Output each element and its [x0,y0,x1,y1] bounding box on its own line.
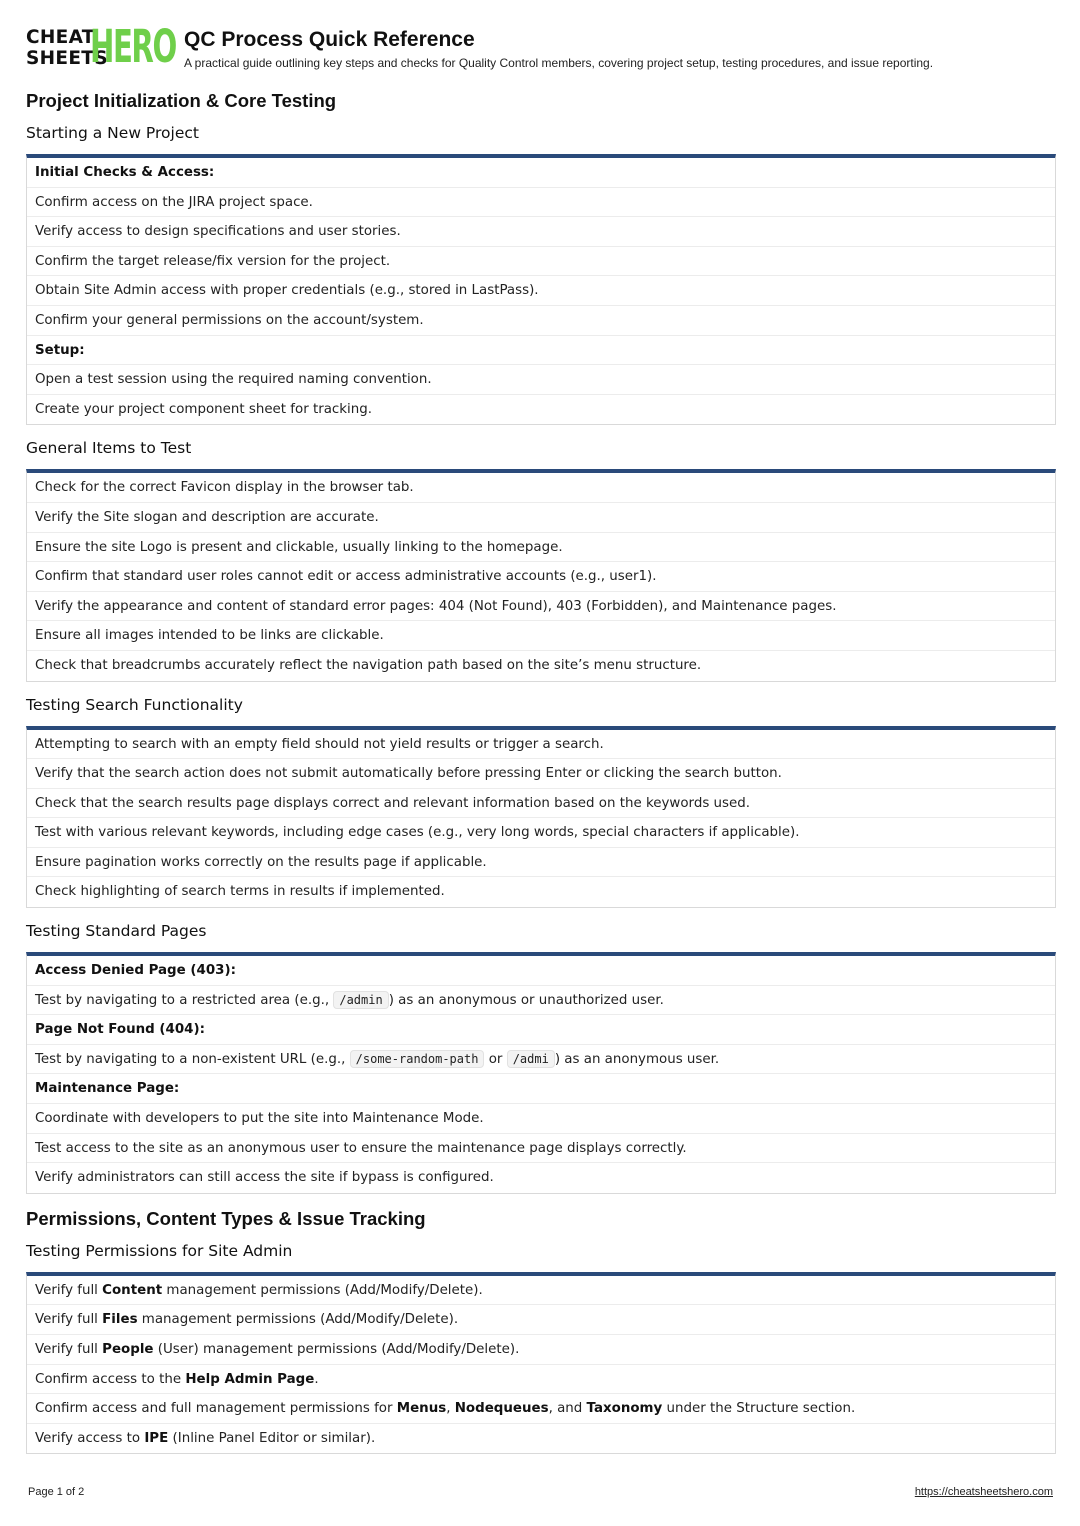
checklist-group-heading [27,1074,1055,1104]
emphasis-text: Taxonomy [586,1401,663,1417]
item-text: management permissions (Add/Modify/Delete). [137,1312,459,1328]
item-text: management permissions (Add/Modify/Delete). [162,1282,483,1298]
checklist-item [27,365,1055,395]
card-title: Starting a New Project [26,124,199,142]
item-text: Ensure pagination works correctly on the results page if applicable. [35,854,487,870]
item-text: Verify access to [35,1430,145,1446]
checklist-group-heading [27,1015,1055,1045]
item-text: . [314,1371,319,1387]
card-title: Testing Permissions for Site Admin [26,1241,293,1260]
item-text: Ensure all images intended to be links are clickable. [35,628,384,644]
item-text: Test by navigating to a non-existent URL (e.g., [35,1051,350,1067]
item-text: Test with various relevant keywords, including edge cases (e.g., very long words, special characters if applicable). [35,825,800,841]
checklist-item [27,188,1055,218]
item-text: ) as an anonymous user. [554,1051,720,1067]
checklist-item [27,306,1055,336]
card-title: General Items to Test [26,439,192,458]
section-title: Permissions, Content Types & Issue Tracking [26,1207,426,1229]
item-text: Check that the search results page displays correct and relevant information based on the keywords used. [35,795,751,811]
emphasis-text: IPE [144,1430,169,1446]
document-content [26,88,1056,1466]
checklist-item [27,1394,1055,1424]
page-number: Page 1 of 2 [28,1486,85,1498]
checklist-item [27,533,1055,563]
section-title: Project Initialization & Core Testing [26,90,337,111]
item-text: Maintenance Page: [35,1081,180,1097]
checklist-card [26,952,1056,1194]
checklist-item [27,1134,1055,1164]
item-text: (User) management permissions (Add/Modify/Delete). [153,1342,520,1357]
item-text: Access Denied Page (403): [35,963,236,979]
checklist-group-heading [27,956,1055,986]
item-text: Test by navigating to a restricted area (e.g., [35,992,334,1008]
inline-code: /admi [507,1050,555,1068]
item-text: Verify full [35,1282,103,1298]
item-text: Verify the appearance and content of standard error pages: 404 (Not Found), 403 (Forbidden), and Maintenance pages. [35,598,837,614]
item-text: Obtain Site Admin access with proper credentials (e.g., stored in LastPass). [35,283,539,299]
item-text: Confirm access to the [35,1371,186,1387]
checklist-item [27,503,1055,533]
item-text: Open a test session using the required naming convention. [35,372,432,388]
checklist-item [27,395,1055,425]
item-text: Verify full [35,1312,103,1328]
item-text: Attempting to search with an empty field should not yield results or trigger a search. [35,736,604,752]
item-text: Verify the Site slogan and description are accurate. [35,509,379,525]
emphasis-text: Help Admin Page [185,1371,315,1387]
checklist-item [27,1365,1055,1395]
page-header [26,20,1056,76]
checklist-item [27,592,1055,622]
checklist-card [26,726,1056,909]
checklist-item [27,818,1055,848]
item-text: Initial Checks & Access: [35,165,215,180]
emphasis-text: People [102,1342,154,1357]
item-text: or [484,1051,507,1067]
page-footer [26,1486,1053,1502]
checklist-item [27,562,1055,592]
item-text: Verify that the search action does not submit automatically before pressing Enter or clicking the search button. [35,766,782,782]
checklist-item [27,1335,1055,1365]
checklist-group-heading [27,336,1055,366]
checklist-item [27,217,1055,247]
page-subtitle: A practical guide outlining key steps and checks for Quality Control members, covering project setup, testing procedures, and issue reporting. [184,56,934,70]
checklist-item [27,986,1055,1016]
item-text: (Inline Panel Editor or similar). [168,1430,376,1446]
item-text: Create your project component sheet for tracking. [35,401,373,417]
checklist-card [26,469,1056,681]
emphasis-text: Nodequeues [454,1401,549,1417]
emphasis-text: Files [102,1312,138,1328]
item-text: ) as an anonymous or unauthorized user. [388,992,664,1008]
checklist-item [27,1424,1055,1454]
item-text: under the Structure section. [662,1401,856,1417]
checklist-item [27,1276,1055,1306]
item-text: Confirm your general permissions on the account/system. [35,312,424,328]
item-text: , and [548,1401,587,1417]
checklist-item [27,759,1055,789]
item-text: Verify full [35,1342,103,1357]
item-text: Confirm the target release/fix version for the project. [35,253,391,269]
item-text: Ensure the site Logo is present and clickable, usually linking to the homepage. [35,539,563,555]
inline-code: /some-random-path [350,1050,485,1068]
item-text: Page Not Found (404): [35,1022,205,1038]
item-text: Test access to the site as an anonymous user to ensure the maintenance page displays correctly. [35,1140,687,1156]
logo-cheat: CHEAT [26,27,95,48]
emphasis-text: Menus [396,1401,447,1417]
checklist-item [27,1305,1055,1335]
checklist-card [26,154,1056,425]
checklist-item [27,1104,1055,1134]
checklist-item [27,1045,1055,1075]
item-text: Confirm access and full management permissions for [35,1401,397,1417]
item-text: Check that breadcrumbs accurately reflect the navigation path based on the site’s menu structure. [35,657,702,673]
page-title: QC Process Quick Reference [184,28,475,51]
item-text: Confirm that standard user roles cannot edit or access administrative accounts (e.g., user1). [35,569,657,585]
inline-code: /admin [333,991,388,1009]
item-text: Coordinate with developers to put the site into Maintenance Mode. [35,1111,484,1127]
checklist-item [27,621,1055,651]
card-title: Testing Standard Pages [26,922,207,941]
cheatsheetshero-logo[interactable] [26,20,176,74]
item-text: Setup: [35,342,85,358]
item-text: Check highlighting of search terms in results if implemented. [35,884,445,900]
site-link[interactable]: https://cheatsheetshero.com [914,1486,1053,1498]
emphasis-text: Content [102,1282,163,1298]
checklist-card [26,1272,1056,1455]
card-title: Testing Search Functionality [26,695,243,714]
checklist-item [27,789,1055,819]
checklist-item [27,730,1055,760]
checklist-item [27,848,1055,878]
item-text: Check for the correct Favicon display in the browser tab. [35,480,414,496]
item-text: Confirm access on the JIRA project space. [35,194,313,210]
checklist-item [27,276,1055,306]
checklist-item [27,1163,1055,1193]
checklist-item [27,877,1055,907]
checklist-item [27,247,1055,277]
item-text: Verify administrators can still access the site if bypass is configured. [35,1170,494,1186]
logo-hero: HERO [90,20,176,73]
logo-sheets: SHEETS [26,48,108,69]
checklist-item [27,651,1055,681]
checklist-group-heading [27,158,1055,188]
item-text: , [446,1401,455,1417]
item-text: Verify access to design specifications and user stories. [35,224,401,240]
checklist-item [27,473,1055,503]
